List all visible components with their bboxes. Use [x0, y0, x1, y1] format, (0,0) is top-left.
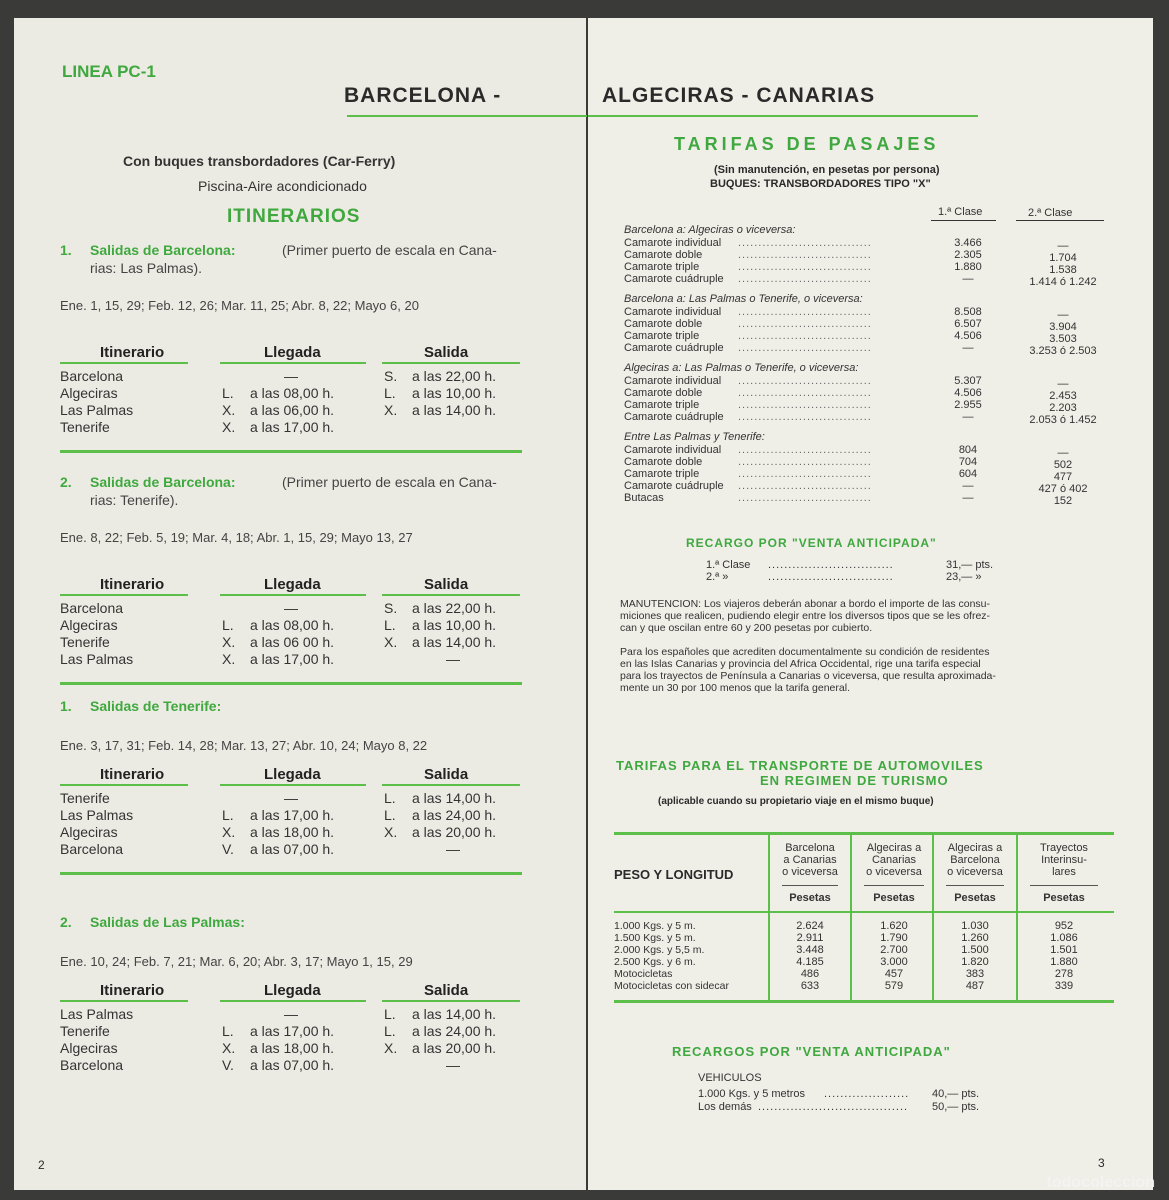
section-dates: Ene. 1, 15, 29; Feb. 12, 26; Mar. 11, 25; Abr. 8, 22; Mayo 6, 20: [60, 298, 419, 313]
fare-dots: .................................: [738, 456, 872, 468]
fare-class1: 6.507: [954, 318, 982, 330]
fare-dots: .................................: [738, 342, 872, 354]
auto-col-pesetas: Pesetas: [1043, 892, 1085, 904]
arrival-day: X.: [222, 402, 236, 418]
arrival-time: a las 06 00 h.: [250, 634, 335, 650]
header-rule-salida: [382, 362, 520, 364]
fare-label: Camarote cuádruple: [624, 342, 724, 354]
header-rule-llegada: [220, 1000, 366, 1002]
auto-col-header: o viceversa: [947, 866, 1003, 878]
recargo-title: RECARGO POR "VENTA ANTICIPADA": [686, 536, 937, 550]
auto-col-header: o viceversa: [866, 866, 922, 878]
watermark-logo: todocoleccion: [1046, 1174, 1155, 1191]
arrival-time: a las 18,00 h.: [250, 1040, 335, 1056]
fare-label: Camarote individual: [624, 306, 722, 318]
auto-col-pesetas: Pesetas: [873, 892, 915, 904]
section-note: (Primer puerto de escala en Cana-: [282, 474, 497, 490]
arrival-time: a las 08,00 h.: [250, 385, 335, 401]
header-rule-itinerario: [60, 784, 188, 786]
auto-row-label: 2.000 Kgs. y 5,5 m.: [614, 944, 705, 956]
departure-day: L.: [384, 617, 396, 633]
fare-dots: .................................: [738, 468, 872, 480]
auto-row-value: 3.448: [796, 944, 824, 956]
arrival-day: X.: [222, 419, 236, 435]
departure-day: X.: [384, 1040, 398, 1056]
table-column-rule: [850, 835, 852, 1000]
fare-class1: 1.880: [954, 261, 982, 273]
auto-row-value: 3.000: [880, 956, 908, 968]
subtitle-piscina: Piscina-Aire acondicionado: [198, 178, 367, 194]
auto-col-pesetas: Pesetas: [789, 892, 831, 904]
recargo-dots-1: ...............................: [768, 559, 894, 571]
arrival-day: L.: [222, 617, 234, 633]
header-rule-salida: [382, 594, 520, 596]
port-name: Barcelona: [60, 368, 124, 384]
fare-label: Camarote doble: [624, 318, 703, 330]
col-llegada: Llegada: [264, 576, 321, 593]
col-itinerario: Itinerario: [100, 576, 165, 593]
arrival-time: a las 17,00 h.: [250, 419, 335, 435]
recargos-value-1: 40,— pts.: [932, 1088, 980, 1100]
fare-class2: 2.203: [1049, 402, 1077, 414]
departure-time: —: [446, 841, 460, 857]
fare-label: Butacas: [624, 492, 664, 504]
departure-day: X.: [384, 402, 398, 418]
fare-dots: .................................: [738, 237, 872, 249]
auto-col-divider: [782, 885, 838, 886]
departure-time: a las 10,00 h.: [412, 385, 497, 401]
auto-row-value: 2.911: [796, 932, 824, 944]
fare-dots: .................................: [738, 330, 872, 342]
fare-class2: 3.253 ó 2.503: [1029, 345, 1097, 357]
departure-day: L.: [384, 807, 396, 823]
arrival-day: L.: [222, 385, 234, 401]
residentes-line: Para los españoles que acrediten documentalmente su condición de residentes: [620, 646, 990, 658]
arrival-day: X.: [222, 1040, 236, 1056]
fare-class1: 2.305: [954, 249, 982, 261]
manutencion-line: MANUTENCION: Los viajeros deberán abonar a bordo el importe de las consu-: [620, 598, 991, 610]
auto-row-value: 486: [800, 968, 820, 980]
fare-class1: 8.508: [954, 306, 982, 318]
fare-class1: 604: [958, 468, 978, 480]
fare-class2: 3.503: [1049, 333, 1077, 345]
residentes-line: en las Islas Canarias y provincia del Africa Occidental, rige una tarifa especial: [620, 658, 981, 670]
auto-row-label: Motocicletas: [614, 968, 673, 980]
port-name: Algeciras: [60, 824, 118, 840]
auto-row-value: 952: [1054, 920, 1074, 932]
departure-time: a las 20,00 h.: [412, 1040, 497, 1056]
section-title: Salidas de Barcelona:: [90, 474, 236, 490]
auto-row-label: 1.000 Kgs. y 5 m.: [614, 920, 696, 932]
auto-title-2: EN REGIMEN DE TURISMO: [760, 773, 949, 788]
recargo-label-1: 1.ª Clase: [706, 559, 751, 571]
arrival-time: a las 17,00 h.: [250, 807, 335, 823]
auto-col-header: a Canarias: [783, 854, 837, 866]
departure-time: a las 10,00 h.: [412, 617, 497, 633]
fare-label: Camarote cuádruple: [624, 480, 724, 492]
fare-class1: 4.506: [954, 387, 982, 399]
auto-col-header: Algeciras a: [866, 842, 922, 854]
auto-row-label: 1.500 Kgs. y 5 m.: [614, 932, 696, 944]
fare-group-heading: Barcelona a: Las Palmas o Tenerife, o viceversa:: [624, 293, 863, 305]
fare-group-heading: Entre Las Palmas y Tenerife:: [624, 431, 765, 443]
vehiculos-label: VEHICULOS: [698, 1072, 762, 1084]
auto-row-value: 1.880: [1050, 956, 1078, 968]
header-underline-left: [347, 115, 587, 117]
fare-class1: 804: [958, 444, 978, 456]
col-llegada: Llegada: [264, 344, 321, 361]
auto-row-label: 2.500 Kgs. y 6 m.: [614, 956, 696, 968]
auto-col-header: Trayectos: [1040, 842, 1088, 854]
fare-class2: 427 ó 402: [1038, 483, 1088, 495]
header-rule-itinerario: [60, 1000, 188, 1002]
fare-class1: —: [962, 411, 974, 423]
arrival-time: —: [284, 790, 298, 806]
auto-row-value: 1.086: [1050, 932, 1078, 944]
fare-label: Camarote individual: [624, 444, 722, 456]
arrival-time: a las 17,00 h.: [250, 1023, 335, 1039]
header-rule-itinerario: [60, 362, 188, 364]
auto-subtitle: (aplicable cuando su propietario viaje en el mismo buque): [658, 796, 934, 807]
line-code: LINEA PC-1: [62, 62, 156, 81]
auto-col-header: o viceversa: [782, 866, 838, 878]
fare-dots: .................................: [738, 411, 872, 423]
tarifas-pasajes-title: TARIFAS DE PASAJES: [674, 134, 940, 154]
tarifas-buques: BUQUES: TRANSBORDADORES TIPO "X": [710, 178, 931, 190]
auto-col-header: Canarias: [871, 854, 917, 866]
fare-label: Camarote triple: [624, 330, 700, 342]
fare-dots: .................................: [738, 249, 872, 261]
departure-day: S.: [384, 600, 398, 616]
section-number: 2.: [60, 474, 72, 490]
departure-time: —: [446, 651, 460, 667]
fare-class2: 502: [1053, 459, 1073, 471]
section-number: 2.: [60, 914, 72, 930]
fare-class2: 477: [1053, 471, 1073, 483]
clase2-header: 2.ª Clase: [1028, 207, 1073, 219]
departure-time: a las 14,00 h.: [412, 1006, 497, 1022]
fare-dots: .................................: [738, 261, 872, 273]
auto-header-label: PESO Y LONGITUD: [614, 867, 734, 882]
fare-class1: —: [962, 273, 974, 285]
fare-label: Camarote cuádruple: [624, 273, 724, 285]
arrival-time: a las 06,00 h.: [250, 402, 335, 418]
auto-row-value: 2.624: [796, 920, 824, 932]
arrival-day: V.: [222, 1057, 234, 1073]
fare-class2: 152: [1053, 495, 1073, 507]
section-separator: [60, 682, 522, 685]
col-salida: Salida: [424, 576, 469, 593]
recargo-dots-2: ...............................: [768, 571, 894, 583]
manutencion-line: can y que oscilan entre 60 y 200 pesetas por cubierto.: [620, 622, 873, 634]
port-name: Barcelona: [60, 600, 124, 616]
fare-class1: 4.506: [954, 330, 982, 342]
section-title: Salidas de Barcelona:: [90, 242, 236, 258]
fare-label: Camarote doble: [624, 456, 703, 468]
section-title: Salidas de Tenerife:: [90, 698, 222, 714]
port-name: Las Palmas: [60, 651, 134, 667]
departure-day: L.: [384, 1023, 396, 1039]
fare-dots: .................................: [738, 387, 872, 399]
header-barcelona: BARCELONA -: [344, 84, 502, 107]
port-name: Las Palmas: [60, 1006, 134, 1022]
port-name: Algeciras: [60, 617, 118, 633]
header-rule-llegada: [220, 594, 366, 596]
auto-row-value: 487: [965, 980, 985, 992]
col-itinerario: Itinerario: [100, 766, 165, 783]
fare-dots: .................................: [738, 399, 872, 411]
port-name: Tenerife: [60, 790, 110, 806]
section-note-2: rias: Las Palmas).: [90, 260, 203, 276]
fare-class1: —: [962, 342, 974, 354]
fare-class2: 2.453: [1049, 390, 1077, 402]
arrival-time: —: [284, 368, 298, 384]
section-number: 1.: [60, 698, 72, 714]
table-column-rule: [768, 835, 770, 1000]
col-llegada: Llegada: [264, 766, 321, 783]
section-separator: [60, 450, 522, 453]
fare-label: Camarote triple: [624, 261, 700, 273]
auto-row-value: 4.185: [796, 956, 824, 968]
header-rule-llegada: [220, 784, 366, 786]
departure-time: a las 24,00 h.: [412, 1023, 497, 1039]
auto-row-label: Motocicletas con sidecar: [614, 980, 729, 992]
fare-dots: .................................: [738, 480, 872, 492]
fare-dots: .................................: [738, 492, 872, 504]
left-page: [14, 18, 586, 1190]
port-name: Las Palmas: [60, 402, 134, 418]
clase1-underline: [931, 220, 996, 221]
section-note: (Primer puerto de escala en Cana-: [282, 242, 497, 258]
recargos-dots-1: .....................: [824, 1088, 910, 1100]
departure-day: X.: [384, 634, 398, 650]
auto-row-value: 278: [1054, 968, 1074, 980]
departure-time: a las 22,00 h.: [412, 368, 497, 384]
fare-class2: 1.538: [1049, 264, 1077, 276]
fare-class1: 704: [958, 456, 978, 468]
auto-col-divider: [1030, 885, 1098, 886]
departure-time: a las 20,00 h.: [412, 824, 497, 840]
residentes-line: para los trayectos de Península a Canarias o viceversa, que resulta aproximada-: [620, 670, 996, 682]
recargo-value-2: 23,— »: [946, 571, 982, 583]
section-number: 1.: [60, 242, 72, 258]
auto-col-header: Barcelona: [950, 854, 1000, 866]
right-page: [588, 18, 1153, 1190]
auto-col-divider: [946, 885, 1004, 886]
arrival-day: V.: [222, 841, 234, 857]
recargo-value-1: 31,— pts.: [946, 559, 994, 571]
fare-label: Camarote doble: [624, 387, 703, 399]
fare-class1: 3.466: [954, 237, 982, 249]
header-underline-right: [588, 115, 978, 117]
fare-class2: 3.904: [1049, 321, 1077, 333]
auto-col-header: Interinsu-: [1041, 854, 1087, 866]
departure-time: a las 24,00 h.: [412, 807, 497, 823]
clase1-header: 1.ª Clase: [938, 206, 983, 218]
manutencion-line: miciones que realicen, pudiendo elegir entre los diversos tipos que se les ofrez-: [620, 610, 991, 622]
port-name: Las Palmas: [60, 807, 134, 823]
departure-day: L.: [384, 790, 396, 806]
auto-row-value: 579: [884, 980, 904, 992]
departure-time: —: [446, 1057, 460, 1073]
arrival-time: —: [284, 600, 298, 616]
table-header-rule: [614, 911, 1114, 913]
departure-time: a las 14,00 h.: [412, 790, 497, 806]
fare-dots: .................................: [738, 306, 872, 318]
recargos-title: RECARGOS POR "VENTA ANTICIPADA": [672, 1044, 951, 1059]
auto-row-value: 1.260: [961, 932, 989, 944]
section-separator: [60, 872, 522, 875]
arrival-time: a las 17,00 h.: [250, 651, 335, 667]
arrival-day: L.: [222, 807, 234, 823]
departure-time: a las 22,00 h.: [412, 600, 497, 616]
port-name: Algeciras: [60, 1040, 118, 1056]
auto-row-value: 1.620: [880, 920, 908, 932]
recargos-dots-2: .....................................: [758, 1101, 909, 1113]
fare-group-heading: Barcelona a: Algeciras o viceversa:: [624, 224, 796, 236]
arrival-time: —: [284, 1006, 298, 1022]
recargos-value-2: 50,— pts.: [932, 1101, 980, 1113]
itinerarios-title: ITINERARIOS: [227, 206, 361, 227]
port-name: Tenerife: [60, 1023, 110, 1039]
table-top-rule: [614, 832, 1114, 835]
fare-class2: 2.053 ó 1.452: [1029, 414, 1097, 426]
auto-row-value: 2.700: [880, 944, 908, 956]
auto-col-header: lares: [1052, 866, 1076, 878]
section-dates: Ene. 10, 24; Feb. 7, 21; Mar. 6, 20; Abr. 3, 17; Mayo 1, 15, 29: [60, 954, 413, 969]
header-rule-salida: [382, 784, 520, 786]
fare-dots: .................................: [738, 318, 872, 330]
page-number-right: 3: [1098, 1156, 1105, 1170]
fare-class2: 1.704: [1049, 252, 1077, 264]
port-name: Tenerife: [60, 419, 110, 435]
arrival-day: X.: [222, 634, 236, 650]
auto-row-value: 383: [965, 968, 985, 980]
fare-class1: —: [962, 480, 974, 492]
departure-time: a las 14,00 h.: [412, 634, 497, 650]
departure-time: a las 14,00 h.: [412, 402, 497, 418]
subtitle-car-ferry: Con buques transbordadores (Car-Ferry): [123, 153, 396, 169]
table-bottom-rule: [614, 1000, 1114, 1003]
arrival-day: X.: [222, 824, 236, 840]
col-itinerario: Itinerario: [100, 982, 165, 999]
fare-class2: 1.414 ó 1.242: [1029, 276, 1097, 288]
auto-row-value: 1.030: [961, 920, 989, 932]
clase2-underline: [1016, 220, 1104, 221]
fare-dots: .................................: [738, 444, 872, 456]
arrival-time: a las 08,00 h.: [250, 617, 335, 633]
table-column-rule: [1016, 835, 1018, 1000]
header-rule-itinerario: [60, 594, 188, 596]
recargos-label-2: Los demás: [698, 1101, 752, 1113]
auto-col-header: Barcelona: [785, 842, 835, 854]
auto-row-value: 457: [884, 968, 904, 980]
residentes-line: mente un 30 por 100 menos que la tarifa general.: [620, 682, 850, 694]
auto-row-value: 633: [800, 980, 820, 992]
auto-row-value: 1.790: [880, 932, 908, 944]
col-salida: Salida: [424, 766, 469, 783]
fare-label: Camarote individual: [624, 237, 722, 249]
fare-class2: —: [1057, 447, 1069, 459]
header-algeciras-canarias: ALGECIRAS - CANARIAS: [602, 84, 876, 107]
col-llegada: Llegada: [264, 982, 321, 999]
section-note-2: rias: Tenerife).: [90, 492, 179, 508]
recargo-label-2: 2.ª »: [706, 571, 729, 583]
departure-day: L.: [384, 385, 396, 401]
fare-dots: .................................: [738, 273, 872, 285]
departure-day: X.: [384, 824, 398, 840]
fare-label: Camarote individual: [624, 375, 722, 387]
fare-label: Camarote cuádruple: [624, 411, 724, 423]
arrival-time: a las 07,00 h.: [250, 841, 335, 857]
fare-class1: 2.955: [954, 399, 982, 411]
header-rule-llegada: [220, 362, 366, 364]
arrival-day: X.: [222, 651, 236, 667]
fare-label: Camarote triple: [624, 468, 700, 480]
auto-title-1: TARIFAS PARA EL TRANSPORTE DE AUTOMOVILES: [616, 758, 984, 773]
auto-row-value: 1.501: [1050, 944, 1078, 956]
fare-label: Camarote doble: [624, 249, 703, 261]
fare-class1: 5.307: [954, 375, 982, 387]
fare-dots: .................................: [738, 375, 872, 387]
auto-row-value: 1.820: [961, 956, 989, 968]
port-name: Algeciras: [60, 385, 118, 401]
port-name: Barcelona: [60, 1057, 124, 1073]
col-salida: Salida: [424, 344, 469, 361]
auto-row-value: 1.500: [961, 944, 989, 956]
fare-class1: —: [962, 492, 974, 504]
fare-label: Camarote triple: [624, 399, 700, 411]
arrival-day: L.: [222, 1023, 234, 1039]
section-dates: Ene. 8, 22; Feb. 5, 19; Mar. 4, 18; Abr. 1, 15, 29; Mayo 13, 27: [60, 530, 413, 545]
arrival-time: a las 07,00 h.: [250, 1057, 335, 1073]
fare-class2: —: [1057, 309, 1069, 321]
header-rule-salida: [382, 1000, 520, 1002]
section-dates: Ene. 3, 17, 31; Feb. 14, 28; Mar. 13, 27; Abr. 10, 24; Mayo 8, 22: [60, 738, 428, 753]
port-name: Tenerife: [60, 634, 110, 650]
fare-class2: —: [1057, 378, 1069, 390]
auto-col-divider: [864, 885, 924, 886]
section-title: Salidas de Las Palmas:: [90, 914, 245, 930]
auto-row-value: 339: [1054, 980, 1074, 992]
fare-class2: —: [1057, 240, 1069, 252]
auto-col-header: Algeciras a: [947, 842, 1003, 854]
departure-day: S.: [384, 368, 398, 384]
fare-group-heading: Algeciras a: Las Palmas o Tenerife, o viceversa:: [624, 362, 859, 374]
auto-col-pesetas: Pesetas: [954, 892, 996, 904]
recargos-label-1: 1.000 Kgs. y 5 metros: [698, 1088, 805, 1100]
col-itinerario: Itinerario: [100, 344, 165, 361]
col-salida: Salida: [424, 982, 469, 999]
tarifas-subtitle: (Sin manutención, en pesetas por persona): [714, 164, 940, 176]
departure-day: L.: [384, 1006, 396, 1022]
page-number-left: 2: [38, 1158, 45, 1172]
arrival-time: a las 18,00 h.: [250, 824, 335, 840]
port-name: Barcelona: [60, 841, 124, 857]
